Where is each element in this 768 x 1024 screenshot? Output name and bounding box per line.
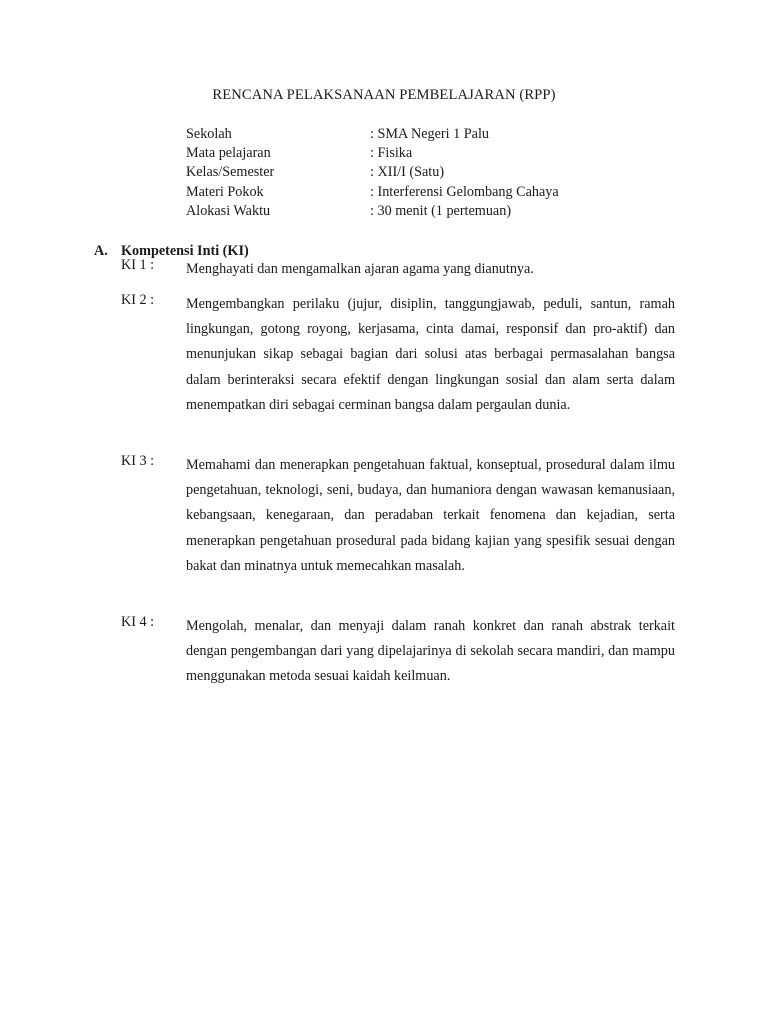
document-title: RENCANA PELAKSANAAN PEMBELAJARAN (RPP) <box>212 87 556 103</box>
ki-text: Menghayati dan mengamalkan ajaran agama yang dianutnya. <box>186 261 534 277</box>
ki-label: KI 2 : <box>121 292 155 308</box>
ki-label: KI 1 : <box>121 257 155 273</box>
ki-item-1 <box>121 257 675 282</box>
ki-item-4 <box>121 614 675 690</box>
info-table <box>186 125 559 221</box>
info-label: Alokasi Waktu <box>186 202 271 219</box>
info-row-kelas-semester <box>186 163 559 182</box>
ki-label: KI 4 : <box>121 614 155 630</box>
info-row-sekolah <box>186 125 559 144</box>
info-label: Materi Pokok <box>186 183 264 200</box>
ki-text: Mengembangkan perilaku (jujur, disiplin, tanggungjawab, peduli, santun, ramah lingkungan, gotong royong, kerjasama, cinta damai, responsif dan pro-aktif) dan menunjukan sikap sebagai bagian dari solusi atas berbagai permasalahan bangsa dalam berinteraksi secara efektif dengan lingkungan sosial dan alam serta dalam menempatkan diri sebagai cerminan bangsa dalam pergaulan dunia. <box>186 296 675 413</box>
info-label: Sekolah <box>186 126 232 142</box>
info-label: Mata pelajaran <box>186 145 271 162</box>
info-value: : 30 menit (1 pertemuan) <box>370 202 512 219</box>
ki-label: KI 3 : <box>121 453 155 469</box>
section-letter: A. <box>94 243 108 259</box>
ki-item-2 <box>121 292 675 418</box>
section-title: Kompetensi Inti (KI) <box>121 243 249 259</box>
info-row-materi-pokok <box>186 183 559 202</box>
info-value: : Fisika <box>370 145 413 162</box>
info-value: : XII/I (Satu) <box>370 164 445 181</box>
ki-item-3 <box>121 453 675 579</box>
ki-text: Memahami dan menerapkan pengetahuan faktual, konseptual, prosedural dalam ilmu pengetahuan, teknologi, seni, budaya, dan humaniora dengan wawasan kemanusiaan, kebangsaan, kenegaraan, dan peradaban terkait fenomena dan kejadian, serta menerapkan pengetahuan prosedural pada bidang kajian yang spesifik sesuai dengan bakat dan minatnya untuk memecahkan masalah. <box>186 457 675 574</box>
info-row-alokasi-waktu <box>186 202 559 221</box>
info-value: : SMA Negeri 1 Palu <box>370 126 490 142</box>
ki-text: Mengolah, menalar, dan menyaji dalam ranah konkret dan ranah abstrak terkait dengan pengembangan dari yang dipelajarinya di sekolah secara mandiri, dan mampu menggunakan metoda sesuai kaidah keilmuan. <box>186 618 675 685</box>
info-label: Kelas/Semester <box>186 164 275 181</box>
info-row-mata-pelajaran <box>186 144 559 163</box>
info-value: : Interferensi Gelombang Cahaya <box>370 183 559 200</box>
